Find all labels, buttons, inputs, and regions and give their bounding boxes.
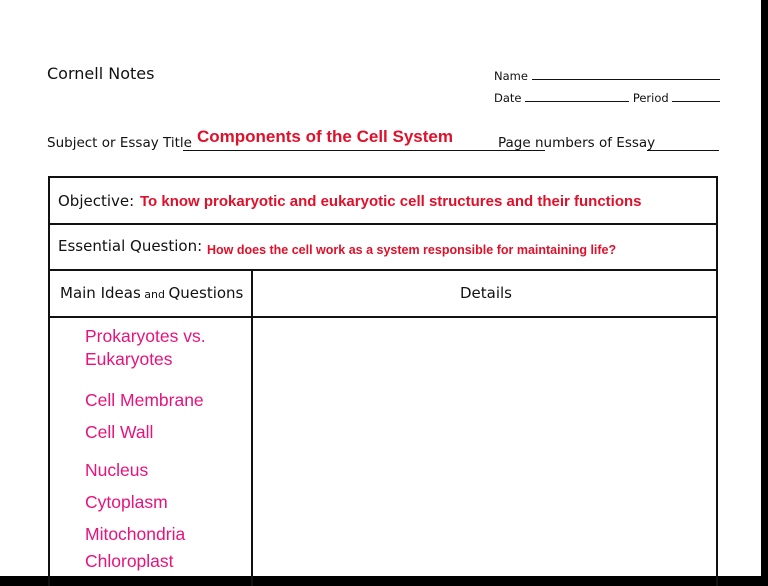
cue-nucleus[interactable]: Nucleus [85,460,149,480]
cue-cell-membrane[interactable]: Cell Membrane [85,390,204,410]
cue-cell-wall[interactable]: Cell Wall [85,422,154,442]
cue-cytoplasm[interactable]: Cytoplasm [85,492,168,512]
name-field-line[interactable] [532,68,720,80]
name-row [494,68,720,83]
objective-row [50,178,716,225]
page-title: Cornell Notes [47,64,155,83]
objective-label: Objective: [58,192,135,210]
column-divider [251,271,253,586]
column-header-row [50,271,716,318]
main-ideas-header: Main Ideas and Questions [60,284,244,302]
subject-field-line [183,150,545,151]
details-header: Details [460,284,513,302]
subject-label: Subject or Essay Title [47,135,192,151]
cue-mitochondria[interactable]: Mitochondria [85,524,186,544]
date-period-row [494,90,720,105]
cue-eukaryotes[interactable]: Eukaryotes [85,349,173,369]
essential-question-row [50,225,716,271]
cue-chloroplast[interactable]: Chloroplast [85,551,174,571]
period-field-line[interactable] [672,90,720,102]
subject-row [47,127,719,154]
page-numbers-field-line[interactable] [647,150,719,151]
essential-question-value[interactable]: How does the cell work as a system responsible for maintaining life? [207,243,617,257]
subject-value[interactable]: Components of the Cell System [197,127,453,146]
essential-question-label: Essential Question: [58,237,203,255]
date-label: Date [494,91,522,105]
page-numbers-label: Page numbers of Essay [498,135,656,151]
period-label: Period [632,91,669,105]
objective-value[interactable]: To know prokaryotic and eukaryotic cell structures and their functions [140,193,642,210]
cue-prokaryotes[interactable]: Prokaryotes vs. [85,326,206,346]
date-field-line[interactable] [525,90,629,102]
name-label: Name [494,69,528,83]
